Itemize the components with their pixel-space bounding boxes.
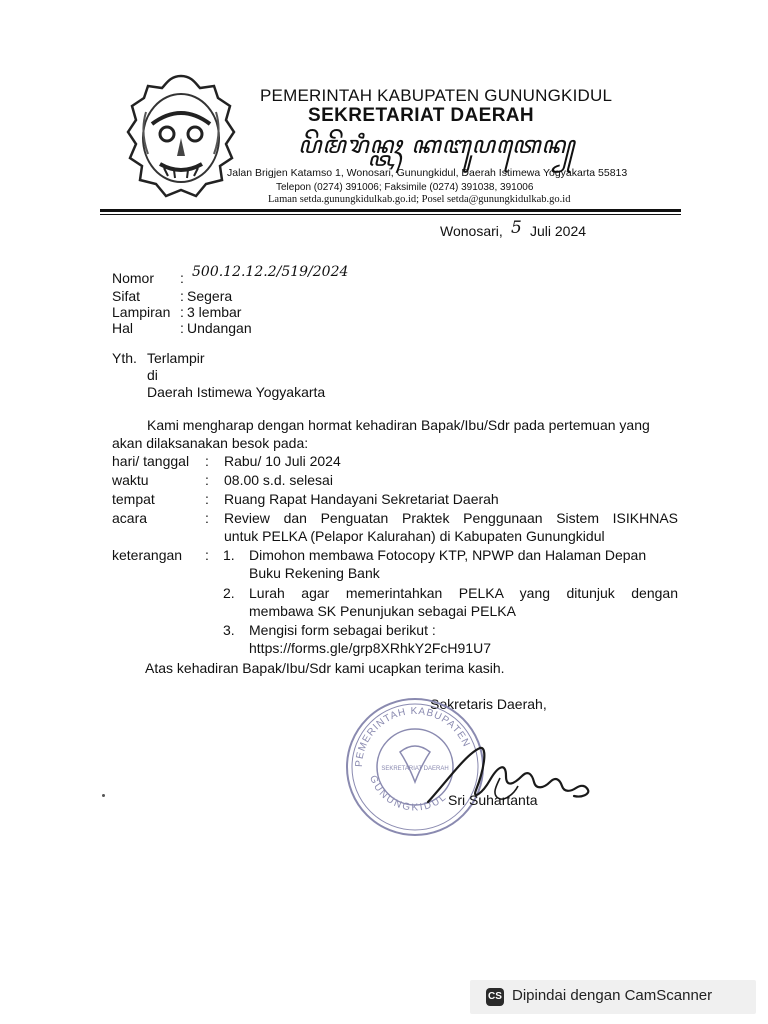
notes-item-1-cont: Buku Rekening Bank bbox=[249, 565, 380, 581]
detail-value-agenda: Review dan Penguatan Praktek Penggunaan Sistem ISIKHNAS bbox=[224, 510, 678, 526]
meta-value-lampiran: 3 lembar bbox=[187, 304, 242, 320]
signatory-title: Sekretaris Daerah, bbox=[430, 696, 547, 712]
gunungkidul-emblem bbox=[122, 72, 240, 200]
notes-item-3-num: 3. bbox=[223, 622, 235, 638]
intro-line-1: Kami mengharap dengan hormat kehadiran Bapak/Ibu/Sdr pada pertemuan yang bbox=[147, 417, 650, 433]
letterhead-rule-thin bbox=[100, 214, 681, 215]
notes-colon: : bbox=[205, 547, 209, 563]
letterhead-javanese: ꦥꦼꦩꦼꦫꦶꦤ꧀ꦠꦃ ꦏꦧꦸꦥꦠꦺꦤ꧀ bbox=[298, 131, 576, 159]
meta-label-sifat: Sifat bbox=[112, 288, 141, 304]
notes-item-2: Lurah agar memerintahkan PELKA yang ditunjuk dengan bbox=[249, 585, 678, 601]
meta-value-sifat: Segera bbox=[187, 288, 233, 304]
seal-center-text: SEKRETARIAT DAERAH bbox=[381, 766, 449, 772]
meta-colon: : bbox=[180, 320, 184, 336]
date-day: 5 bbox=[511, 218, 522, 238]
detail-colon: : bbox=[205, 510, 209, 526]
letterhead-phone: Telepon (0274) 391006; Faksimile (0274) 391038, 391006 bbox=[276, 182, 534, 193]
letterhead-government: PEMERINTAH KABUPATEN GUNUNGKIDUL bbox=[260, 86, 613, 105]
notes-item-1: Dimohon membawa Fotocopy KTP, NPWP dan Halaman Depan bbox=[249, 547, 647, 563]
seal-text-bottom: GUNUNGKIDUL bbox=[366, 773, 450, 814]
date-place: Wonosari, bbox=[440, 223, 503, 239]
meta-label-hal: Hal bbox=[112, 320, 134, 336]
signatory-name: Sri Suhartanta bbox=[448, 792, 538, 808]
letterhead-address: Jalan Brigjen Katamso 1, Wonosari, Gunungkidul, Daerah Istimewa Yogyakarta 55813 bbox=[227, 167, 628, 179]
notes-label: keterangan bbox=[112, 547, 183, 563]
letterhead-web: Laman setda.gunungkidulkab.go.id; Posel setda@gunungkidulkab.go.id bbox=[268, 194, 571, 205]
detail-value-date: Rabu/ 10 Juli 2024 bbox=[224, 453, 341, 469]
intro-line-2: akan dilaksanakan besok pada: bbox=[112, 435, 309, 451]
detail-colon: : bbox=[205, 453, 209, 469]
detail-label-time: waktu bbox=[112, 472, 149, 488]
detail-label-place: tempat bbox=[112, 491, 155, 507]
meta-value-nomor: 500.12.12.2/519/2024 bbox=[192, 264, 349, 280]
recipient-to: Terlampir bbox=[147, 350, 205, 366]
detail-value-time: 08.00 s.d. selesai bbox=[224, 472, 333, 488]
notes-item-2-num: 2. bbox=[223, 585, 235, 601]
letterhead-office: SEKRETARIAT DAERAH bbox=[308, 105, 535, 126]
detail-value-agenda-2: untuk PELKA (Pelapor Kalurahan) di Kabupaten Gunungkidul bbox=[224, 528, 605, 544]
form-link[interactable]: https://forms.gle/grp8XRhkY2FcH91U7 bbox=[249, 640, 491, 656]
closing-text: Atas kehadiran Bapak/Ibu/Sdr kami ucapkan terima kasih. bbox=[145, 660, 505, 676]
seal-text-top: PEMERINTAH KABUPATEN bbox=[353, 705, 472, 768]
recipient-yth: Yth. bbox=[112, 350, 137, 366]
detail-colon: : bbox=[205, 472, 209, 488]
date-month-year: Juli 2024 bbox=[530, 223, 587, 239]
meta-label-nomor: Nomor bbox=[112, 270, 155, 286]
scan-speck bbox=[102, 794, 105, 797]
notes-item-3: Mengisi form sebagai berikut : bbox=[249, 622, 436, 638]
meta-value-hal: Undangan bbox=[187, 320, 252, 336]
notes-item-1-num: 1. bbox=[223, 547, 235, 563]
camscanner-text: Dipindai dengan CamScanner bbox=[512, 987, 713, 1004]
meta-colon: : bbox=[180, 270, 184, 286]
detail-colon: : bbox=[205, 491, 209, 507]
recipient-di: di bbox=[147, 367, 158, 383]
meta-colon: : bbox=[180, 304, 184, 320]
recipient-place: Daerah Istimewa Yogyakarta bbox=[147, 384, 326, 400]
letterhead-rule bbox=[100, 209, 681, 212]
camscanner-watermark bbox=[470, 980, 756, 1014]
detail-value-place: Ruang Rapat Handayani Sekretariat Daerah bbox=[224, 491, 499, 507]
detail-label-date: hari/ tanggal bbox=[112, 453, 190, 469]
detail-label-agenda: acara bbox=[112, 510, 148, 526]
camscanner-logo-icon: CS bbox=[486, 988, 504, 1006]
notes-item-2-cont: membawa SK Penunjukan sebagai PELKA bbox=[249, 603, 516, 619]
meta-label-lampiran: Lampiran bbox=[112, 304, 171, 320]
meta-colon: : bbox=[180, 288, 184, 304]
